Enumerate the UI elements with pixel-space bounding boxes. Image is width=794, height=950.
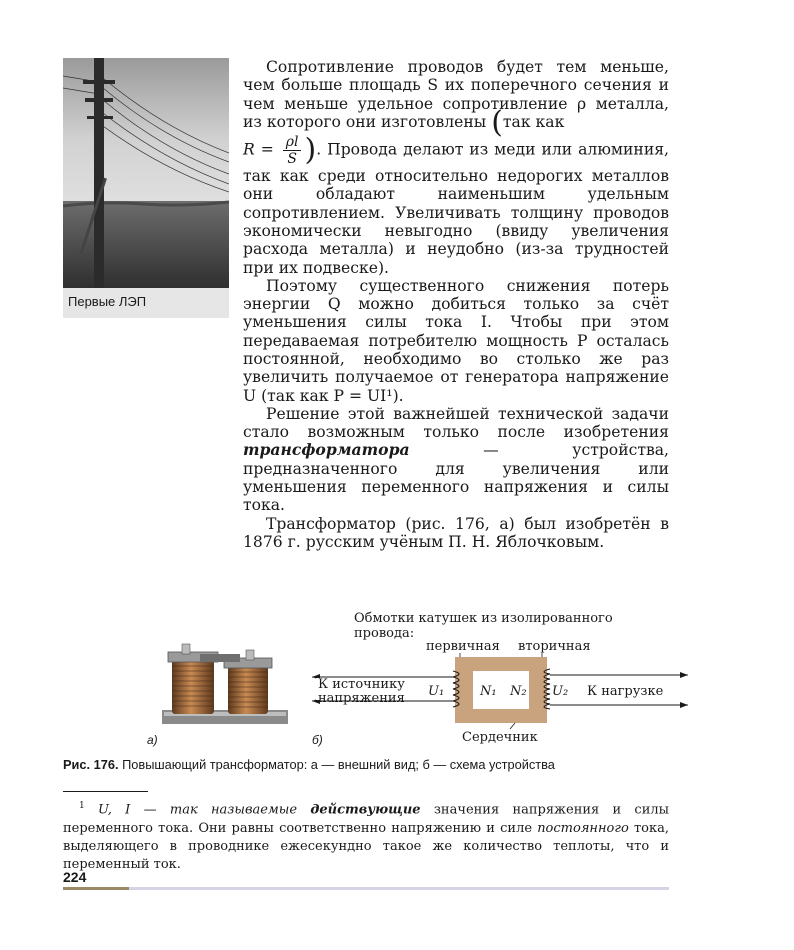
paragraph-1-formula-line <box>243 134 669 277</box>
figure-caption-number: Рис. 176. <box>63 757 119 772</box>
label-load: К нагрузке <box>587 684 664 699</box>
transformer-scheme <box>310 605 690 745</box>
label-source-2: напряжения <box>318 691 405 706</box>
paragraph-1-text: Сопротивление проводов будет тем меньше, чем больше площадь S их поперечного сечения и чем меньше удельное сопротивление ρ металла, из которого они изготовлены <box>243 58 669 131</box>
paragraph-3-a: Решение этой важнейшей технической задачи стало возможным только после изобретения <box>243 404 669 442</box>
formula-lhs: R = <box>243 140 274 159</box>
paragraph-1 <box>243 58 669 140</box>
output-arrow-top <box>680 672 688 678</box>
paragraph-3-b: — устройства, предназначенного для увеличения или уменьшения переменного напряжения и силы тока. <box>243 441 669 515</box>
footnote-term-2: постоянного <box>537 820 629 836</box>
label-source-1: К источнику <box>318 677 405 692</box>
footer-bar-dark <box>63 887 129 890</box>
paragraph-3 <box>243 405 669 515</box>
footnote-text-1: значения напряжения и силы переменного тока. Они равны соответственно напряжению и силе <box>63 802 669 836</box>
label-core: Сердечник <box>462 730 538 745</box>
paragraph-2: Поэтому существенного снижения потерь энергии Q можно добиться только за счёт уменьшения силы тока I. Чтобы при этом передаваемая потребителю мощность P осталась постоянной, необходимо во столько же раз увеличить получаемое от генератора напряжение U (так как P = UI¹). <box>243 276 669 405</box>
term-transformer: трансформатора <box>243 440 410 460</box>
footnote-rule <box>63 791 148 792</box>
formula-numerator: ρl <box>283 134 302 151</box>
transformer-illustration <box>160 640 290 730</box>
figure-label-b: б) <box>312 733 323 747</box>
formula-denominator: S <box>287 151 297 168</box>
footnote-term: действующие <box>310 802 421 818</box>
formula-fraction <box>283 134 302 167</box>
paren-close: ) <box>304 132 317 168</box>
body-text <box>243 58 669 551</box>
footnote-mark: 1 <box>79 801 85 811</box>
footnote-text-2: тока, выделяющего в проводнике ежесекундно такое же количество теплоты, что и переменный ток. <box>63 820 669 873</box>
footnote-lead: U, I — так называемые <box>98 802 298 818</box>
output-arrow-bottom <box>680 702 688 708</box>
page-number: 224 <box>63 869 87 885</box>
label-primary: первичная <box>426 639 500 654</box>
footnote-paragraph <box>63 797 669 875</box>
windings-title-1: Обмотки катушек из изолированного <box>354 611 613 626</box>
label-U1: U₁ <box>428 684 445 699</box>
figure-caption <box>63 757 555 772</box>
paren-open: ( <box>491 104 503 140</box>
figure-caption-text: Повышающий трансформатор: а — внешний вид; б — схема устройства <box>122 757 555 772</box>
photo-caption: Первые ЛЭП <box>68 294 147 309</box>
paragraph-1-rest: . Провода делают из меди или алюминия, так как среди относительно недорогих металлов они обладают наименьшим удельным сопротивлением. Увеличивать толщину проводов экономически невыгодно (ввиду увеличения расхода металла) и неудобно (из-за трудностей при их подвеске). <box>243 140 670 277</box>
figure-label-a: а) <box>147 733 158 747</box>
label-N2: N₂ <box>510 684 527 699</box>
label-N1: N₁ <box>480 684 497 699</box>
power-line-photo <box>63 58 229 288</box>
label-secondary: вторичная <box>518 639 591 654</box>
windings-title-2: провода: <box>354 626 415 641</box>
footnote <box>63 797 669 875</box>
footer-bar-light <box>129 887 669 890</box>
label-U2: U₂ <box>552 684 569 699</box>
paragraph-4: Трансформатор (рис. 176, а) был изобретён в 1876 г. русским учёным П. Н. Яблочковым. <box>243 514 669 551</box>
so-as-text: так как <box>502 112 565 131</box>
core-pointer <box>510 723 515 729</box>
